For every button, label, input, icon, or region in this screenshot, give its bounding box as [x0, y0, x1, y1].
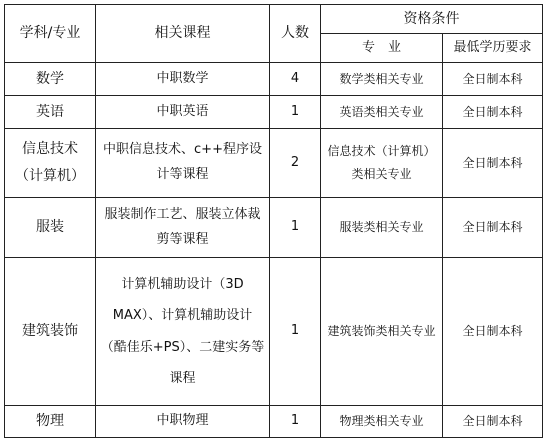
education-cell: 全日制本科: [443, 198, 543, 258]
header-major: 专 业: [321, 34, 443, 63]
course-cell: 服装制作工艺、服装立体裁剪等课程: [96, 198, 270, 258]
table-row: [5, 198, 543, 258]
course-cell: 中职信息技术、c++程序设计等课程: [96, 129, 270, 198]
education-cell: 全日制本科: [443, 258, 543, 406]
major-cell: 建筑装饰类相关专业: [321, 258, 443, 406]
major-cell: 信息技术（计算机）类相关专业: [321, 129, 443, 198]
subject-cell: 数学: [5, 63, 96, 96]
course-cell: 计算机辅助设计（3D MAX）、计算机辅助设计（酷佳乐+PS）、二建实务等课程: [96, 258, 270, 406]
count-cell: 1: [270, 96, 321, 129]
major-cell: 物理类相关专业: [321, 406, 443, 438]
major-cell: 服装类相关专业: [321, 198, 443, 258]
education-cell: 全日制本科: [443, 406, 543, 438]
count-cell: 4: [270, 63, 321, 96]
major-cell: 英语类相关专业: [321, 96, 443, 129]
subject-cell: 服装: [5, 198, 96, 258]
recruitment-table: [4, 4, 543, 438]
count-cell: 1: [270, 258, 321, 406]
count-cell: 1: [270, 406, 321, 438]
education-cell: 全日制本科: [443, 129, 543, 198]
table-row: [5, 129, 543, 198]
subject-cell: 物理: [5, 406, 96, 438]
table-row: [5, 406, 543, 438]
subject-cell: 建筑装饰: [5, 258, 96, 406]
header-course: 相关课程: [96, 5, 270, 63]
course-cell: 中职物理: [96, 406, 270, 438]
education-cell: 全日制本科: [443, 63, 543, 96]
course-cell: 中职英语: [96, 96, 270, 129]
table-row: [5, 258, 543, 406]
count-cell: 1: [270, 198, 321, 258]
major-cell: 数学类相关专业: [321, 63, 443, 96]
course-cell: 中职数学: [96, 63, 270, 96]
header-education: 最低学历要求: [443, 34, 543, 63]
header-qualification: 资格条件: [321, 5, 543, 34]
subject-cell: 信息技术（计算机）: [5, 129, 96, 198]
header-count: 人数: [270, 5, 321, 63]
subject-cell: 英语: [5, 96, 96, 129]
header-subject: 学科/专业: [5, 5, 96, 63]
table-row: [5, 96, 543, 129]
count-cell: 2: [270, 129, 321, 198]
education-cell: 全日制本科: [443, 96, 543, 129]
table-row: [5, 63, 543, 96]
